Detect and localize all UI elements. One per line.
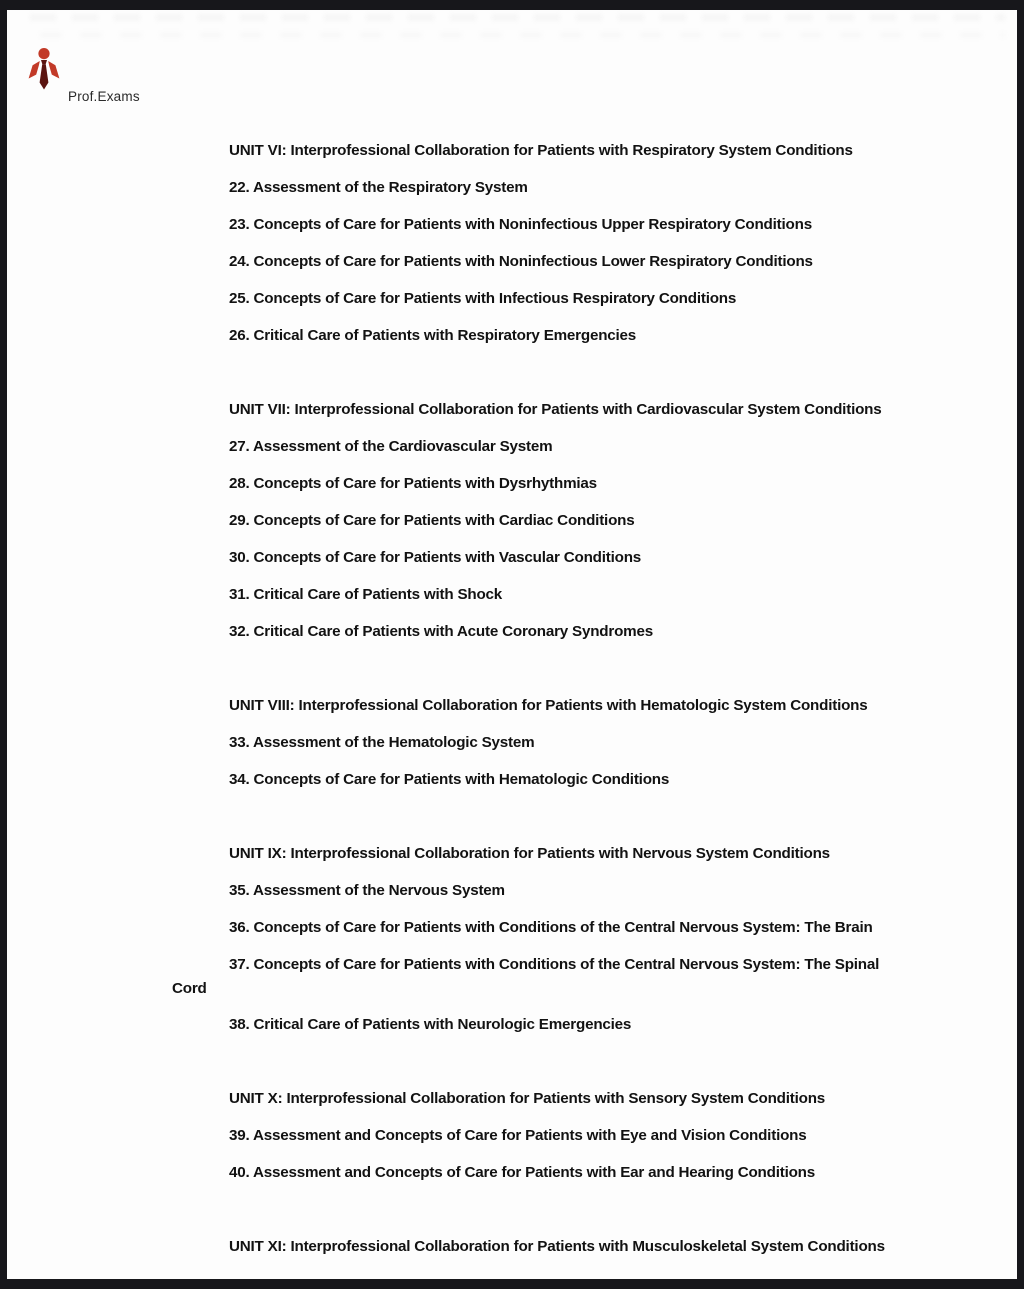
chapter-line: 40. Assessment and Concepts of Care for Patients with Ear and Hearing Conditions xyxy=(229,1164,815,1181)
unit-heading: UNIT VI: Interprofessional Collaboration for Patients with Respiratory System Conditions xyxy=(229,142,853,159)
table-of-contents xyxy=(172,132,972,1265)
toc-section xyxy=(172,835,972,1043)
chapter-line: 26. Critical Care of Patients with Respiratory Emergencies xyxy=(229,327,637,344)
chapter-line: 22. Assessment of the Respiratory System xyxy=(229,179,528,196)
chapter-line: 33. Assessment of the Hematologic System xyxy=(229,734,535,751)
toc-section xyxy=(172,1080,972,1191)
bleed-through-ghost-text xyxy=(30,12,1005,50)
unit-heading: UNIT VII: Interprofessional Collaboration for Patients with Cardiovascular System Conditions xyxy=(229,401,882,418)
chapter-line-continuation: Cord xyxy=(172,980,207,997)
chapter-line: 36. Concepts of Care for Patients with Conditions of the Central Nervous System: The Brain xyxy=(229,919,873,936)
chapter-line: 32. Critical Care of Patients with Acute Coronary Syndromes xyxy=(229,623,653,640)
chapter-line: 35. Assessment of the Nervous System xyxy=(229,882,505,899)
page-frame-bottom xyxy=(0,1279,1024,1289)
unit-heading: UNIT X: Interprofessional Collaboration for Patients with Sensory System Conditions xyxy=(229,1090,826,1107)
unit-heading: UNIT XI: Interprofessional Collaboration for Patients with Musculoskeletal System Conditions xyxy=(229,1238,885,1255)
chapter-line: 29. Concepts of Care for Patients with Cardiac Conditions xyxy=(229,512,635,529)
chapter-line: 28. Concepts of Care for Patients with Dysrhythmias xyxy=(229,475,597,492)
chapter-line: 23. Concepts of Care for Patients with Noninfectious Upper Respiratory Conditions xyxy=(229,216,812,233)
chapter-line: 24. Concepts of Care for Patients with Noninfectious Lower Respiratory Conditions xyxy=(229,253,813,270)
chapter-line: 30. Concepts of Care for Patients with Vascular Conditions xyxy=(229,549,642,566)
chapter-line: 25. Concepts of Care for Patients with Infectious Respiratory Conditions xyxy=(229,290,737,307)
chapter-line: 37. Concepts of Care for Patients with Conditions of the Central Nervous System: The Spinal xyxy=(229,956,880,973)
toc-section xyxy=(172,132,972,354)
chapter-line: 27. Assessment of the Cardiovascular System xyxy=(229,438,553,455)
page-frame-left xyxy=(0,0,7,1289)
toc-section xyxy=(172,1228,972,1265)
chapter-line: 38. Critical Care of Patients with Neurologic Emergencies xyxy=(229,1016,632,1033)
brand-name: Prof.Exams xyxy=(68,89,140,104)
unit-heading: UNIT VIII: Interprofessional Collaboration for Patients with Hematologic System Conditions xyxy=(229,697,868,714)
profexams-logo-icon xyxy=(25,47,63,94)
page-frame-right xyxy=(1017,0,1024,1289)
unit-heading: UNIT IX: Interprofessional Collaboration for Patients with Nervous System Conditions xyxy=(229,845,830,862)
page-frame-top xyxy=(0,0,1024,10)
toc-section xyxy=(172,687,972,798)
chapter-line: 31. Critical Care of Patients with Shock xyxy=(229,586,503,603)
toc-section xyxy=(172,391,972,650)
chapter-line: 34. Concepts of Care for Patients with Hematologic Conditions xyxy=(229,771,670,788)
chapter-line: 39. Assessment and Concepts of Care for Patients with Eye and Vision Conditions xyxy=(229,1127,807,1144)
